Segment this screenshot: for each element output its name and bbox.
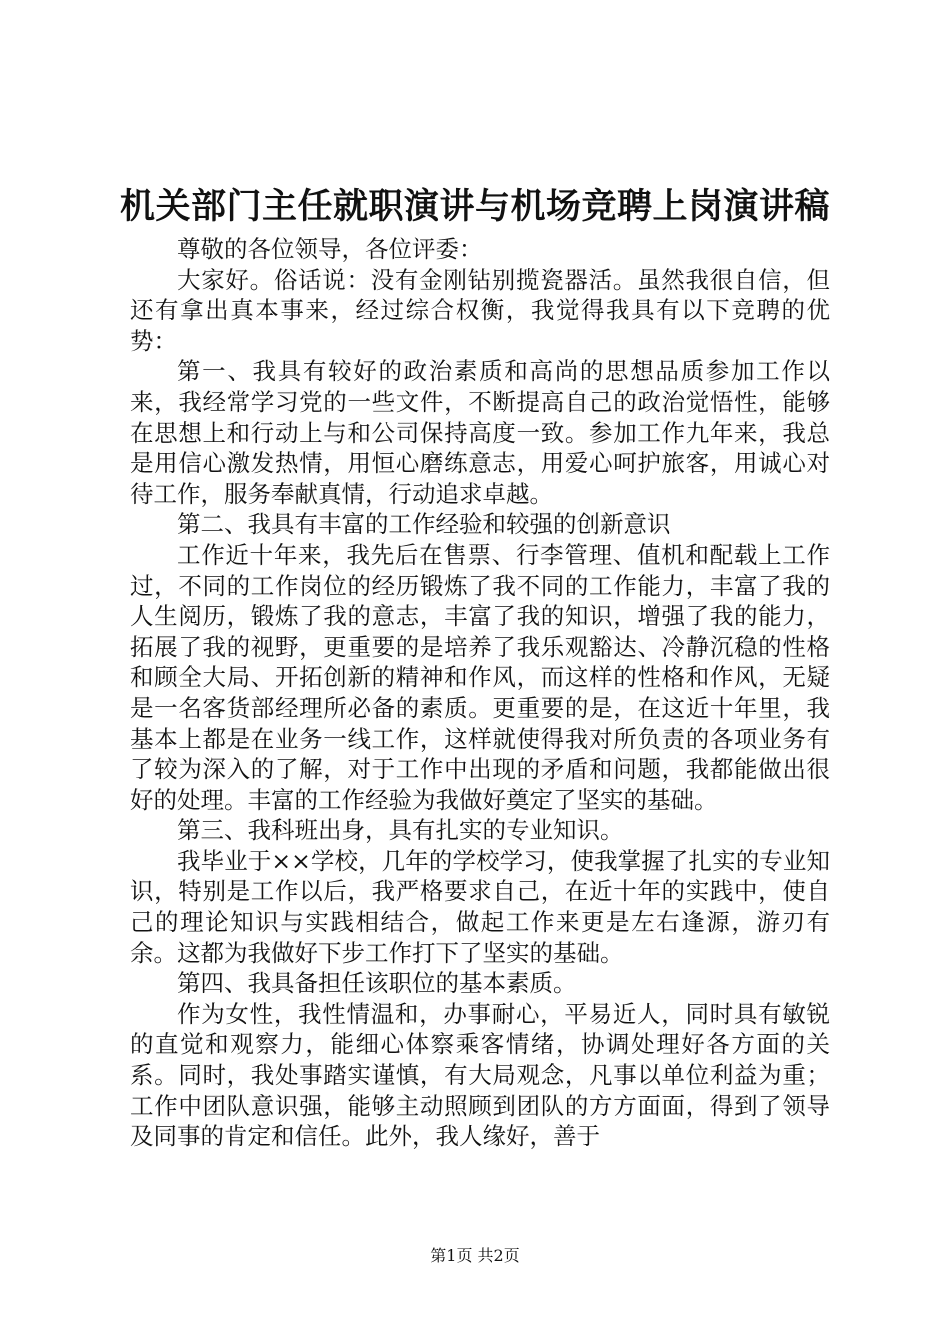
paragraph-second-heading: 第二、我具有丰富的工作经验和较强的创新意识 (177, 510, 671, 539)
paragraph-second-detail: 工作近十年来，我先后在售票、行李管理、值机和配载上工作过，不同的工作岗位的经历锻炼了我不同的工作能力，丰富了我的人生阅历，锻炼了我的意志，丰富了我的知识，增强了我的能力，拓展了我的视野，更重要的是培养了我乐观豁达、冷静沉稳的性格和顾全大局、开拓创新的精神和作风，而这样的性格和作风，无疑是一名客货部经理所必备的素质。更重要的是，在这近十年里，我基本上都是在业务一线工作，这样就使得我对所负责的各项业务有了较为深入的了解，对于工作中出现的矛盾和问题，我都能做出很好的处理。丰富的工作经验为我做好奠定了坚实的基础。 (130, 540, 830, 814)
paragraph-fourth-detail: 作为女性，我性情温和，办事耐心，平易近人，同时具有敏锐的直觉和观察力，能细心体察乘客情绪，协调处理好各方面的关系。同时，我处事踏实谨慎，有大局观念，凡事以单位利益为重；工作中团队意识强，能够主动照顾到团队的方方面面，得到了领导及同事的肯定和信任。此外，我人缘好，善于 (130, 999, 830, 1151)
paragraph-third-heading: 第三、我科班出身，具有扎实的专业知识。 (177, 816, 624, 845)
paragraph-intro: 大家好。俗话说：没有金刚钻别揽瓷器活。虽然我很自信，但还有拿出真本事来，经过综合权衡，我觉得我具有以下竞聘的优势： (130, 265, 830, 355)
paragraph-first-point: 第一、我具有较好的政治素质和高尚的思想品质参加工作以来，我经常学习党的一些文件，不断提高自己的政治觉悟性，能够在思想上和行动上与和公司保持高度一致。参加工作九年来，我总是用信心激发热情，用恒心磨练意志，用爱心呵护旅客，用诚心对待工作，服务奉献真情，行动追求卓越。 (130, 357, 830, 508)
page-footer: 第1页 共2页 (430, 1246, 520, 1265)
paragraph-third-detail: 我毕业于××学校，几年的学校学习，使我掌握了扎实的专业知识，特别是工作以后，我严格要求自己，在近十年的实践中，使自己的理论知识与实践相结合，做起工作来更是左右逢源，游刃有余。这都为我做好下步工作打下了坚实的基础。 (130, 846, 830, 967)
document-title: 机关部门主任就职演讲与机场竞聘上岗演讲稿 (119, 186, 830, 227)
paragraph-salutation: 尊敬的各位领导，各位评委： (177, 235, 483, 263)
document-body (130, 234, 830, 1152)
paragraph-fourth-heading: 第四、我具备担任该职位的基本素质。 (177, 969, 577, 998)
